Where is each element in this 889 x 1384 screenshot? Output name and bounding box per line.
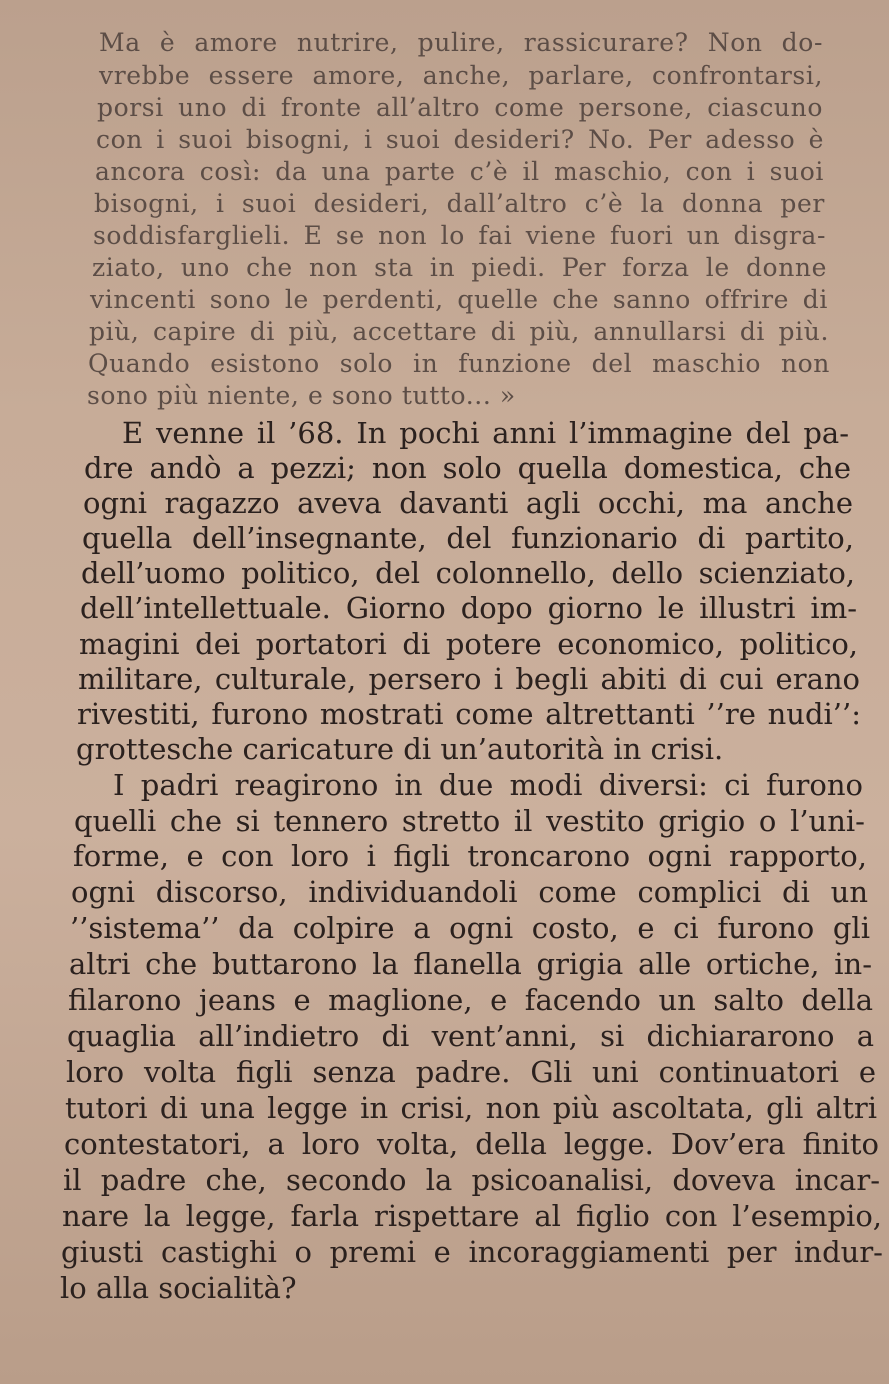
text-line: sono più niente, e sono tutto... » (87, 381, 516, 410)
text-line: tutori di una legge in crisi, non più ascoltata, gli altri (65, 1091, 877, 1125)
text-line: rivestiti, furono mostrati come altrettanti ’’re nudi’’: (77, 697, 861, 731)
text-line: contestatori, a loro volta, della legge. Dov’era finito (64, 1127, 879, 1161)
text-line: dell’intellettuale. Giorno dopo giorno le illustri im- (80, 591, 857, 625)
text-line: ’’sistema’’ da colpire a ogni costo, e ci furono gli (70, 911, 870, 945)
text-line: giusti castighi o premi e incoraggiamenti per indur- (61, 1235, 883, 1269)
text-line: Quando esistono solo in funzione del maschio non (88, 349, 830, 378)
text-line: vrebbe essere amore, anche, parlare, confrontarsi, (99, 61, 823, 90)
text-line: Ma è amore nutrire, pulire, rassicurare? Non do- (99, 28, 823, 57)
text-line: loro volta figli senza padre. Gli uni continuatori e (66, 1055, 876, 1089)
text-line: militare, culturale, persero i begli abiti di cui erano (78, 662, 860, 696)
text-line: E venne il ’68. In pochi anni l’immagine del pa- (122, 416, 849, 450)
text-line: ziato, uno che non sta in piedi. Per forza le donne (92, 253, 827, 282)
text-line: ogni discorso, individuandoli come complici di un (71, 875, 868, 909)
text-line: lo alla socialità? (60, 1271, 297, 1305)
text-line: altri che buttarono la flanella grigia alle ortiche, in- (69, 947, 872, 981)
text-line: I padri reagirono in due modi diversi: ci furono (113, 768, 863, 802)
text-line: filarono jeans e maglione, e facendo un salto della (68, 983, 873, 1017)
text-line: vincenti sono le perdenti, quelle che sanno offrire di (90, 285, 828, 314)
text-line: ancora così: da una parte c’è il maschio, con i suoi (95, 157, 824, 186)
text-line: dell’uomo politico, del colonnello, dello scienziato, (81, 556, 855, 590)
text-line: quaglia all’indietro di vent’anni, si dichiararono a (67, 1019, 874, 1053)
text-line: quelli che si tennero stretto il vestito grigio o l’uni- (74, 804, 865, 838)
text-line: porsi uno di fronte all’altro come persone, ciascuno (97, 93, 823, 122)
text-line: forme, e con loro i figli troncarono ogni rapporto, (73, 839, 867, 873)
text-line: nare la legge, farla rispettare al figlio con l’esempio, (62, 1199, 882, 1233)
text-line: più, capire di più, accettare di più, annullarsi di più. (89, 317, 829, 346)
text-line: quella dell’insegnante, del funzionario di partito, (82, 521, 854, 555)
text-line: il padre che, secondo la psicoanalisi, doveva incar- (63, 1163, 880, 1197)
text-line: grottesche caricature di un’autorità in crisi. (76, 732, 724, 766)
text-line: con i suoi bisogni, i suoi desideri? No. Per adesso è (96, 125, 824, 154)
text-line: bisogni, i suoi desideri, dall’altro c’è la donna per (94, 189, 825, 218)
text-line: dre andò a pezzi; non solo quella domestica, che (84, 451, 851, 485)
text-line: ogni ragazzo aveva davanti agli occhi, ma anche (83, 486, 853, 520)
text-line: soddisfarglieli. E se non lo fai viene fuori un disgra- (93, 221, 826, 250)
text-line: magini dei portatori di potere economico, politico, (79, 627, 858, 661)
